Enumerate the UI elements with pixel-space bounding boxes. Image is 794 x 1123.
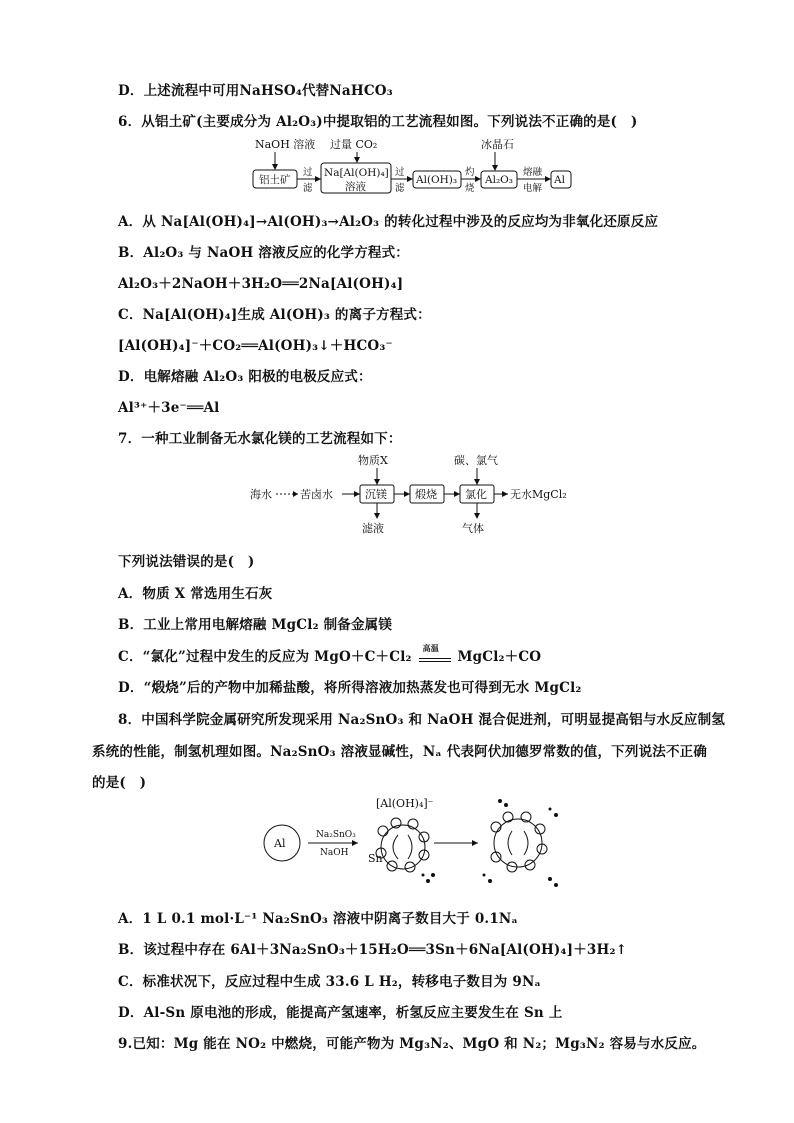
diag8-cond-bottom: NaOH xyxy=(320,848,349,858)
q8-stem-line3: 的是( ) xyxy=(92,775,147,791)
q7-flow-diagram xyxy=(248,452,578,536)
diag7-mid: 苦卤水 xyxy=(300,488,333,501)
q8-option-d: D．Al-Sn 原电池的形成，能提高产氢速率，析氢反应主要发生在 Sn 上 xyxy=(118,1005,563,1021)
diag7-output1: 滤液 xyxy=(362,522,384,535)
diag6-op2-bottom: 滤 xyxy=(395,183,405,194)
diag6-box1: 铝土矿 xyxy=(259,174,291,186)
q7c-condition-arrow xyxy=(417,642,453,665)
q9-stem: 9.已知：Mg 能在 NO₂ 中燃烧，可能产物为 Mg₃N₂、MgO 和 N₂；Mg₃N₂ 容易与水反应。 xyxy=(118,1036,706,1052)
diag7-output3: 气体 xyxy=(462,522,484,535)
q6-option-c-equation: [Al(OH)₄]⁻＋CO₂══Al(OH)₃↓＋HCO₃⁻ xyxy=(118,338,393,354)
q7c-post: MgCl₂＋CO xyxy=(457,649,542,665)
diag6-op3-bottom: 烧 xyxy=(465,183,475,194)
diag7-input1: 物质X xyxy=(358,454,388,467)
diag7-box1: 沉镁 xyxy=(365,488,387,501)
q6-flow-diagram xyxy=(245,136,585,198)
diag8-complex: [Al(OH)₄]⁻ xyxy=(376,797,434,810)
q7-option-d: D．“煅烧”后的产物中加稀盐酸，将所得溶液加热蒸发也可得到无水 MgCl₂ xyxy=(118,680,582,696)
diag6-op3-top: 灼 xyxy=(465,167,475,178)
q6-option-d: D．电解熔融 Al₂O₃ 阳极的电极反应式： xyxy=(118,369,372,385)
q8-option-a: A．1 L 0.1 mol·L⁻¹ Na₂SnO₃ 溶液中阴离子数目大于 0.1Nₐ xyxy=(118,911,518,927)
q8-stem-line1: 8．中国科学院金属研究所发现采用 Na₂SnO₃ 和 NaOH 混合促进剂，可明显提高铝与水反应制氢 xyxy=(118,712,726,728)
q6-stem: 6．从铝土矿(主要成分为 Al₂O₃)中提取铝的工艺流程如图。下列说法不正确的是( ) xyxy=(118,114,638,130)
diag6-box2-top: Na[Al(OH)₄] xyxy=(324,167,389,179)
q6-option-d-equation: Al³⁺＋3e⁻══Al xyxy=(118,400,220,416)
q8-option-c: C．标准状况下，反应过程中生成 33.6 L H₂，转移电子数目为 9Nₐ xyxy=(118,974,542,990)
diag6-box4: Al₂O₃ xyxy=(485,174,513,186)
diag6-op4-top: 熔融 xyxy=(523,167,543,178)
diag7-input3: 碳、氯气 xyxy=(454,454,498,467)
q5-option-d: D．上述流程中可用NaHSO₄代替NaHCO₃ xyxy=(118,83,393,99)
diag6-reagent1: NaOH 溶液 xyxy=(255,138,316,151)
diag8-sn: Sn xyxy=(368,852,383,865)
diag6-reagent3: 冰晶石 xyxy=(481,138,514,151)
q8-option-b: B．该过程中存在 6Al＋3Na₂SnO₃＋15H₂O══3Sn＋6Na[Al(OH)₄]＋3H₂↑ xyxy=(118,942,628,958)
diag7-start: 海水 xyxy=(250,488,272,501)
diag6-box5: Al xyxy=(554,174,565,186)
diag6-box3: Al(OH)₃ xyxy=(416,174,458,186)
q8-stem-line2: 系统的性能，制氢机理如图。Na₂SnO₃ 溶液显碱性，Nₐ 代表阿伏加德罗常数的值，下列说法不正确 xyxy=(92,744,708,760)
diag7-box3: 氯化 xyxy=(465,488,487,501)
diag6-op2-top: 过 xyxy=(395,167,405,178)
q6-option-a: A．从 Na[Al(OH)₄]→Al(OH)₃→Al₂O₃ 的转化过程中涉及的反应均为非氧化还原反应 xyxy=(118,214,659,230)
q7-option-c xyxy=(118,642,542,665)
q7c-pre: C．“氯化”过程中发生的反应为 MgO＋C＋Cl₂ xyxy=(118,649,412,665)
diag7-box2: 煅烧 xyxy=(415,488,437,501)
q7-option-a: A．物质 X 常选用生石灰 xyxy=(118,586,273,602)
diag6-box2-bottom: 溶液 xyxy=(345,181,366,193)
q8-mechanism-diagram xyxy=(258,795,568,895)
diag6-op1-top: 过 xyxy=(303,167,313,178)
diag8-al: Al xyxy=(274,837,286,850)
diag6-op1-bottom: 滤 xyxy=(303,183,313,194)
diag8-cond-top: Na₂SnO₃ xyxy=(316,830,356,840)
diag6-op4-bottom: 电解 xyxy=(523,183,543,194)
q7-ask: 下列说法错误的是( ) xyxy=(118,554,255,570)
diag6-reagent2: 过量 CO₂ xyxy=(330,138,378,151)
q6-option-b: B．Al₂O₃ 与 NaOH 溶液反应的化学方程式： xyxy=(118,245,410,261)
q7c-condition: 高温 xyxy=(422,642,439,653)
q7-stem: 7．一种工业制备无水氯化镁的工艺流程如下： xyxy=(118,431,402,447)
diag7-product: 无水MgCl₂ xyxy=(510,488,567,501)
q6-option-b-equation: Al₂O₃＋2NaOH＋3H₂O══2Na[Al(OH)₄] xyxy=(118,276,404,292)
q7-option-b: B．工业上常用电解熔融 MgCl₂ 制备金属镁 xyxy=(118,617,393,633)
q6-option-c: C．Na[Al(OH)₄]生成 Al(OH)₃ 的离子方程式： xyxy=(118,307,431,323)
